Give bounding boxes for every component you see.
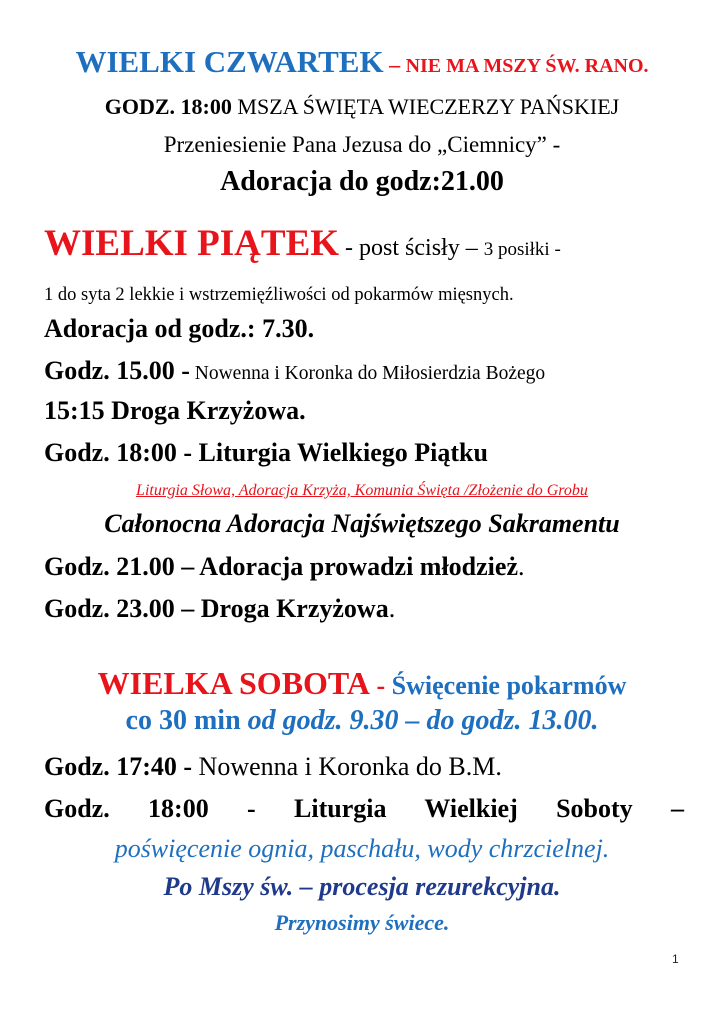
friday-youth-dot: . bbox=[517, 552, 525, 581]
saturday-novena-time: Godz. 17:40 - bbox=[44, 752, 193, 781]
thursday-mass-line bbox=[0, 94, 724, 120]
thursday-title: WIELKI CZWARTEK bbox=[75, 44, 384, 79]
friday-stations: 15:15 Droga Krzyżowa. bbox=[44, 396, 306, 425]
saturday-blessing: Święcenie pokarmów bbox=[391, 671, 627, 700]
saturday-procession: Po Mszy św. – procesja rezurekcyjna. bbox=[163, 872, 561, 901]
saturday-hours-line bbox=[0, 705, 724, 737]
friday-night-adoration: Całonocna Adoracja Najświętszego Sakramentu bbox=[104, 509, 620, 538]
friday-novena-time: Godz. 15.00 - bbox=[44, 356, 190, 385]
friday-fast-detail: 1 do syta 2 lekkie i wstrzemięźliwości od pokarmów mięsnych. bbox=[44, 285, 514, 305]
thursday-transfer: Przeniesienie Pana Jezusa do „Ciemnicy” - bbox=[163, 132, 561, 157]
saturday-dash: - bbox=[370, 671, 392, 700]
friday-stations-night-line bbox=[44, 594, 704, 624]
friday-stations-night: Godz. 23.00 – Droga Krzyżowa bbox=[44, 594, 389, 623]
saturday-candles: Przynosimy świece. bbox=[274, 910, 450, 935]
saturday-every: co 30 min bbox=[125, 705, 248, 736]
friday-title: WIELKI PIĄTEK bbox=[44, 223, 340, 264]
friday-liturgy-parts: Liturgia Słowa, Adoracja Krzyża, Komunia Święta /Złożenie do Grobu bbox=[136, 482, 588, 499]
thursday-note: NIE MA MSZY ŚW. RANO. bbox=[405, 55, 649, 77]
friday-youth-line bbox=[44, 552, 704, 582]
page-number: 1 bbox=[672, 952, 679, 966]
friday-novena-text: Nowenna i Koronka do Miłosierdzia Bożego bbox=[189, 363, 546, 384]
saturday-hours: od godz. 9.30 – do godz. 13.00. bbox=[247, 705, 599, 736]
saturday-heading bbox=[0, 665, 724, 702]
friday-liturgy: Godz. 18:00 - Liturgia Wielkiego Piątku bbox=[44, 438, 488, 467]
thursday-mass-time: GODZ. 18:00 bbox=[104, 94, 232, 119]
saturday-liturgy: Godz. 18:00 - Liturgia Wielkiej Soboty – bbox=[44, 794, 684, 823]
friday-meals: 3 posiłki - bbox=[483, 239, 561, 260]
thursday-mass-name: MSZA ŚWIĘTA WIECZERZY PAŃSKIEJ bbox=[231, 94, 620, 119]
saturday-novena-line bbox=[44, 752, 704, 782]
saturday-blessing-fire: poświęcenie ognia, paschału, wody chrzcielnej. bbox=[114, 834, 610, 863]
friday-novena-line bbox=[44, 356, 704, 386]
friday-fast: - post ścisły bbox=[339, 235, 466, 261]
thursday-adoration: Adoracja do godz:21.00 bbox=[220, 166, 504, 197]
thursday-dash: – bbox=[383, 52, 406, 77]
friday-heading bbox=[44, 222, 704, 265]
friday-dash: – bbox=[465, 235, 484, 261]
saturday-title: WIELKA SOBOTA bbox=[97, 665, 370, 701]
saturday-novena-text: Nowenna i Koronka do B.M. bbox=[192, 752, 502, 781]
friday-youth-adoration: Godz. 21.00 – Adoracja prowadzi młodzież bbox=[44, 552, 518, 581]
friday-stations-dot: . bbox=[388, 594, 396, 623]
thursday-heading bbox=[0, 44, 724, 80]
friday-adoration: Adoracja od godz.: 7.30. bbox=[44, 314, 315, 343]
